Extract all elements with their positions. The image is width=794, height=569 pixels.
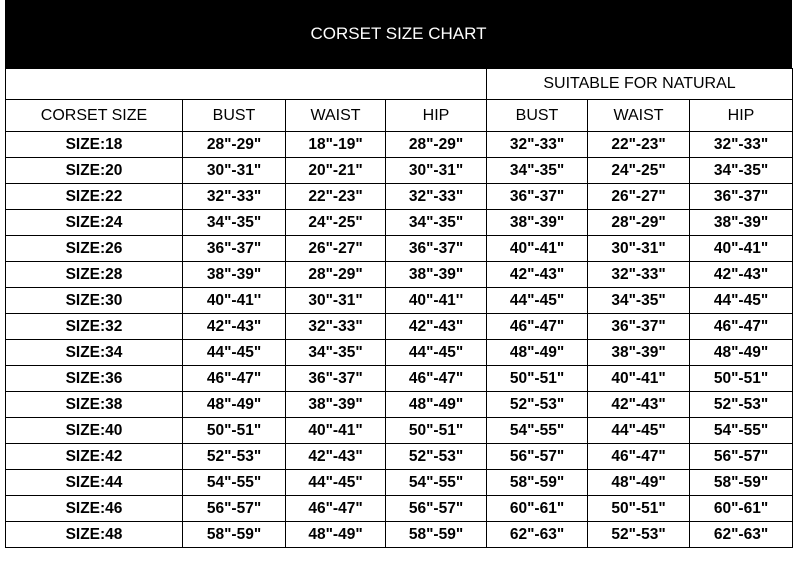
cell-hip: 28"-29" bbox=[386, 132, 487, 158]
table-row bbox=[6, 418, 793, 444]
cell-natural-waist: 24"-25" bbox=[588, 158, 690, 184]
table-row bbox=[6, 444, 793, 470]
cell-hip: 36"-37" bbox=[386, 236, 487, 262]
cell-size: SIZE:42 bbox=[6, 444, 183, 470]
cell-natural-waist: 28"-29" bbox=[588, 210, 690, 236]
cell-natural-hip: 48"-49" bbox=[690, 340, 793, 366]
group-header-blank bbox=[6, 69, 487, 100]
group-header-row bbox=[6, 69, 793, 100]
cell-natural-hip: 38"-39" bbox=[690, 210, 793, 236]
cell-natural-bust: 54"-55" bbox=[487, 418, 588, 444]
table-row bbox=[6, 522, 793, 548]
cell-waist: 22"-23" bbox=[286, 184, 386, 210]
cell-hip: 42"-43" bbox=[386, 314, 487, 340]
cell-waist: 36"-37" bbox=[286, 366, 386, 392]
cell-size: SIZE:38 bbox=[6, 392, 183, 418]
table-row bbox=[6, 366, 793, 392]
cell-natural-waist: 50"-51" bbox=[588, 496, 690, 522]
cell-waist: 42"-43" bbox=[286, 444, 386, 470]
cell-natural-hip: 46"-47" bbox=[690, 314, 793, 340]
cell-bust: 30"-31" bbox=[183, 158, 286, 184]
column-header-natural-waist: WAIST bbox=[588, 100, 690, 132]
cell-natural-waist: 42"-43" bbox=[588, 392, 690, 418]
cell-size: SIZE:28 bbox=[6, 262, 183, 288]
cell-natural-hip: 54"-55" bbox=[690, 418, 793, 444]
cell-natural-bust: 56"-57" bbox=[487, 444, 588, 470]
cell-bust: 32"-33" bbox=[183, 184, 286, 210]
cell-waist: 20"-21" bbox=[286, 158, 386, 184]
cell-hip: 50"-51" bbox=[386, 418, 487, 444]
cell-hip: 40"-41'' bbox=[386, 288, 487, 314]
cell-size: SIZE:30 bbox=[6, 288, 183, 314]
cell-natural-waist: 38"-39" bbox=[588, 340, 690, 366]
cell-size: SIZE:44 bbox=[6, 470, 183, 496]
column-header-hip: HIP bbox=[386, 100, 487, 132]
cell-waist: 30"-31" bbox=[286, 288, 386, 314]
cell-natural-hip: 60"-61" bbox=[690, 496, 793, 522]
group-header-natural: SUITABLE FOR NATURAL bbox=[487, 69, 793, 100]
cell-bust: 50"-51" bbox=[183, 418, 286, 444]
table-row bbox=[6, 470, 793, 496]
cell-natural-hip: 62"-63" bbox=[690, 522, 793, 548]
cell-hip: 46"-47" bbox=[386, 366, 487, 392]
cell-natural-bust: 42"-43" bbox=[487, 262, 588, 288]
cell-waist: 38"-39" bbox=[286, 392, 386, 418]
cell-natural-bust: 36"-37" bbox=[487, 184, 588, 210]
column-header-bust: BUST bbox=[183, 100, 286, 132]
cell-hip: 48"-49" bbox=[386, 392, 487, 418]
table-row bbox=[6, 288, 793, 314]
table-row bbox=[6, 496, 793, 522]
cell-natural-waist: 26"-27" bbox=[588, 184, 690, 210]
cell-natural-bust: 50"-51" bbox=[487, 366, 588, 392]
cell-natural-waist: 48"-49" bbox=[588, 470, 690, 496]
cell-hip: 54"-55" bbox=[386, 470, 487, 496]
cell-natural-bust: 32"-33" bbox=[487, 132, 588, 158]
cell-bust: 56"-57" bbox=[183, 496, 286, 522]
size-table bbox=[5, 68, 793, 548]
cell-size: SIZE:46 bbox=[6, 496, 183, 522]
cell-bust: 40"-41'' bbox=[183, 288, 286, 314]
cell-natural-waist: 46"-47" bbox=[588, 444, 690, 470]
column-header-natural-bust: BUST bbox=[487, 100, 588, 132]
cell-natural-waist: 34"-35" bbox=[588, 288, 690, 314]
cell-natural-waist: 32"-33" bbox=[588, 262, 690, 288]
table-row bbox=[6, 184, 793, 210]
cell-bust: 36"-37" bbox=[183, 236, 286, 262]
size-chart bbox=[5, 0, 792, 548]
cell-natural-bust: 62"-63" bbox=[487, 522, 588, 548]
cell-natural-bust: 58"-59" bbox=[487, 470, 588, 496]
table-row bbox=[6, 132, 793, 158]
table-row bbox=[6, 210, 793, 236]
cell-waist: 40"-41" bbox=[286, 418, 386, 444]
cell-natural-hip: 50"-51" bbox=[690, 366, 793, 392]
cell-hip: 30"-31" bbox=[386, 158, 487, 184]
cell-size: SIZE:48 bbox=[6, 522, 183, 548]
cell-size: SIZE:34 bbox=[6, 340, 183, 366]
cell-natural-waist: 30"-31" bbox=[588, 236, 690, 262]
cell-natural-bust: 60"-61" bbox=[487, 496, 588, 522]
cell-bust: 54"-55" bbox=[183, 470, 286, 496]
cell-natural-hip: 56"-57" bbox=[690, 444, 793, 470]
cell-natural-bust: 38"-39" bbox=[487, 210, 588, 236]
cell-hip: 38"-39" bbox=[386, 262, 487, 288]
cell-size: SIZE:26 bbox=[6, 236, 183, 262]
cell-waist: 48"-49" bbox=[286, 522, 386, 548]
cell-natural-hip: 58"-59" bbox=[690, 470, 793, 496]
cell-natural-bust: 34"-35" bbox=[487, 158, 588, 184]
cell-natural-waist: 52"-53" bbox=[588, 522, 690, 548]
cell-waist: 32"-33" bbox=[286, 314, 386, 340]
cell-size: SIZE:18 bbox=[6, 132, 183, 158]
table-row bbox=[6, 158, 793, 184]
cell-hip: 56"-57" bbox=[386, 496, 487, 522]
table-row bbox=[6, 340, 793, 366]
cell-natural-waist: 40"-41" bbox=[588, 366, 690, 392]
cell-hip: 32"-33" bbox=[386, 184, 487, 210]
cell-waist: 28"-29" bbox=[286, 262, 386, 288]
cell-natural-bust: 44"-45" bbox=[487, 288, 588, 314]
cell-bust: 44"-45" bbox=[183, 340, 286, 366]
cell-waist: 46"-47" bbox=[286, 496, 386, 522]
column-header-corset-size: CORSET SIZE bbox=[6, 100, 183, 132]
cell-hip: 58"-59" bbox=[386, 522, 487, 548]
table-row bbox=[6, 236, 793, 262]
cell-size: SIZE:20 bbox=[6, 158, 183, 184]
cell-natural-bust: 52"-53" bbox=[487, 392, 588, 418]
cell-natural-hip: 40"-41" bbox=[690, 236, 793, 262]
column-header-waist: WAIST bbox=[286, 100, 386, 132]
cell-waist: 26"-27" bbox=[286, 236, 386, 262]
column-header-row bbox=[6, 100, 793, 132]
cell-natural-bust: 46"-47" bbox=[487, 314, 588, 340]
column-header-natural-hip: HIP bbox=[690, 100, 793, 132]
cell-natural-hip: 52"-53" bbox=[690, 392, 793, 418]
table-row bbox=[6, 392, 793, 418]
table-row bbox=[6, 262, 793, 288]
table-row bbox=[6, 314, 793, 340]
cell-hip: 52"-53" bbox=[386, 444, 487, 470]
cell-natural-hip: 42"-43" bbox=[690, 262, 793, 288]
cell-size: SIZE:36 bbox=[6, 366, 183, 392]
cell-waist: 34"-35" bbox=[286, 340, 386, 366]
cell-bust: 34"-35" bbox=[183, 210, 286, 236]
cell-bust: 52"-53" bbox=[183, 444, 286, 470]
cell-natural-hip: 36"-37" bbox=[690, 184, 793, 210]
cell-hip: 34"-35" bbox=[386, 210, 487, 236]
cell-bust: 28"-29" bbox=[183, 132, 286, 158]
cell-natural-waist: 44"-45" bbox=[588, 418, 690, 444]
cell-size: SIZE:22 bbox=[6, 184, 183, 210]
cell-size: SIZE:32 bbox=[6, 314, 183, 340]
cell-natural-waist: 36"-37" bbox=[588, 314, 690, 340]
cell-bust: 42"-43" bbox=[183, 314, 286, 340]
cell-bust: 46"-47" bbox=[183, 366, 286, 392]
cell-size: SIZE:40 bbox=[6, 418, 183, 444]
cell-natural-hip: 34"-35" bbox=[690, 158, 793, 184]
cell-natural-bust: 48"-49" bbox=[487, 340, 588, 366]
cell-bust: 38"-39" bbox=[183, 262, 286, 288]
cell-natural-waist: 22"-23" bbox=[588, 132, 690, 158]
cell-waist: 44"-45" bbox=[286, 470, 386, 496]
cell-bust: 58"-59" bbox=[183, 522, 286, 548]
cell-bust: 48"-49" bbox=[183, 392, 286, 418]
cell-waist: 18"-19" bbox=[286, 132, 386, 158]
cell-natural-hip: 32"-33" bbox=[690, 132, 793, 158]
cell-natural-hip: 44"-45" bbox=[690, 288, 793, 314]
cell-natural-bust: 40"-41" bbox=[487, 236, 588, 262]
cell-hip: 44"-45" bbox=[386, 340, 487, 366]
chart-title: CORSET SIZE CHART bbox=[5, 0, 792, 68]
cell-size: SIZE:24 bbox=[6, 210, 183, 236]
cell-waist: 24"-25" bbox=[286, 210, 386, 236]
